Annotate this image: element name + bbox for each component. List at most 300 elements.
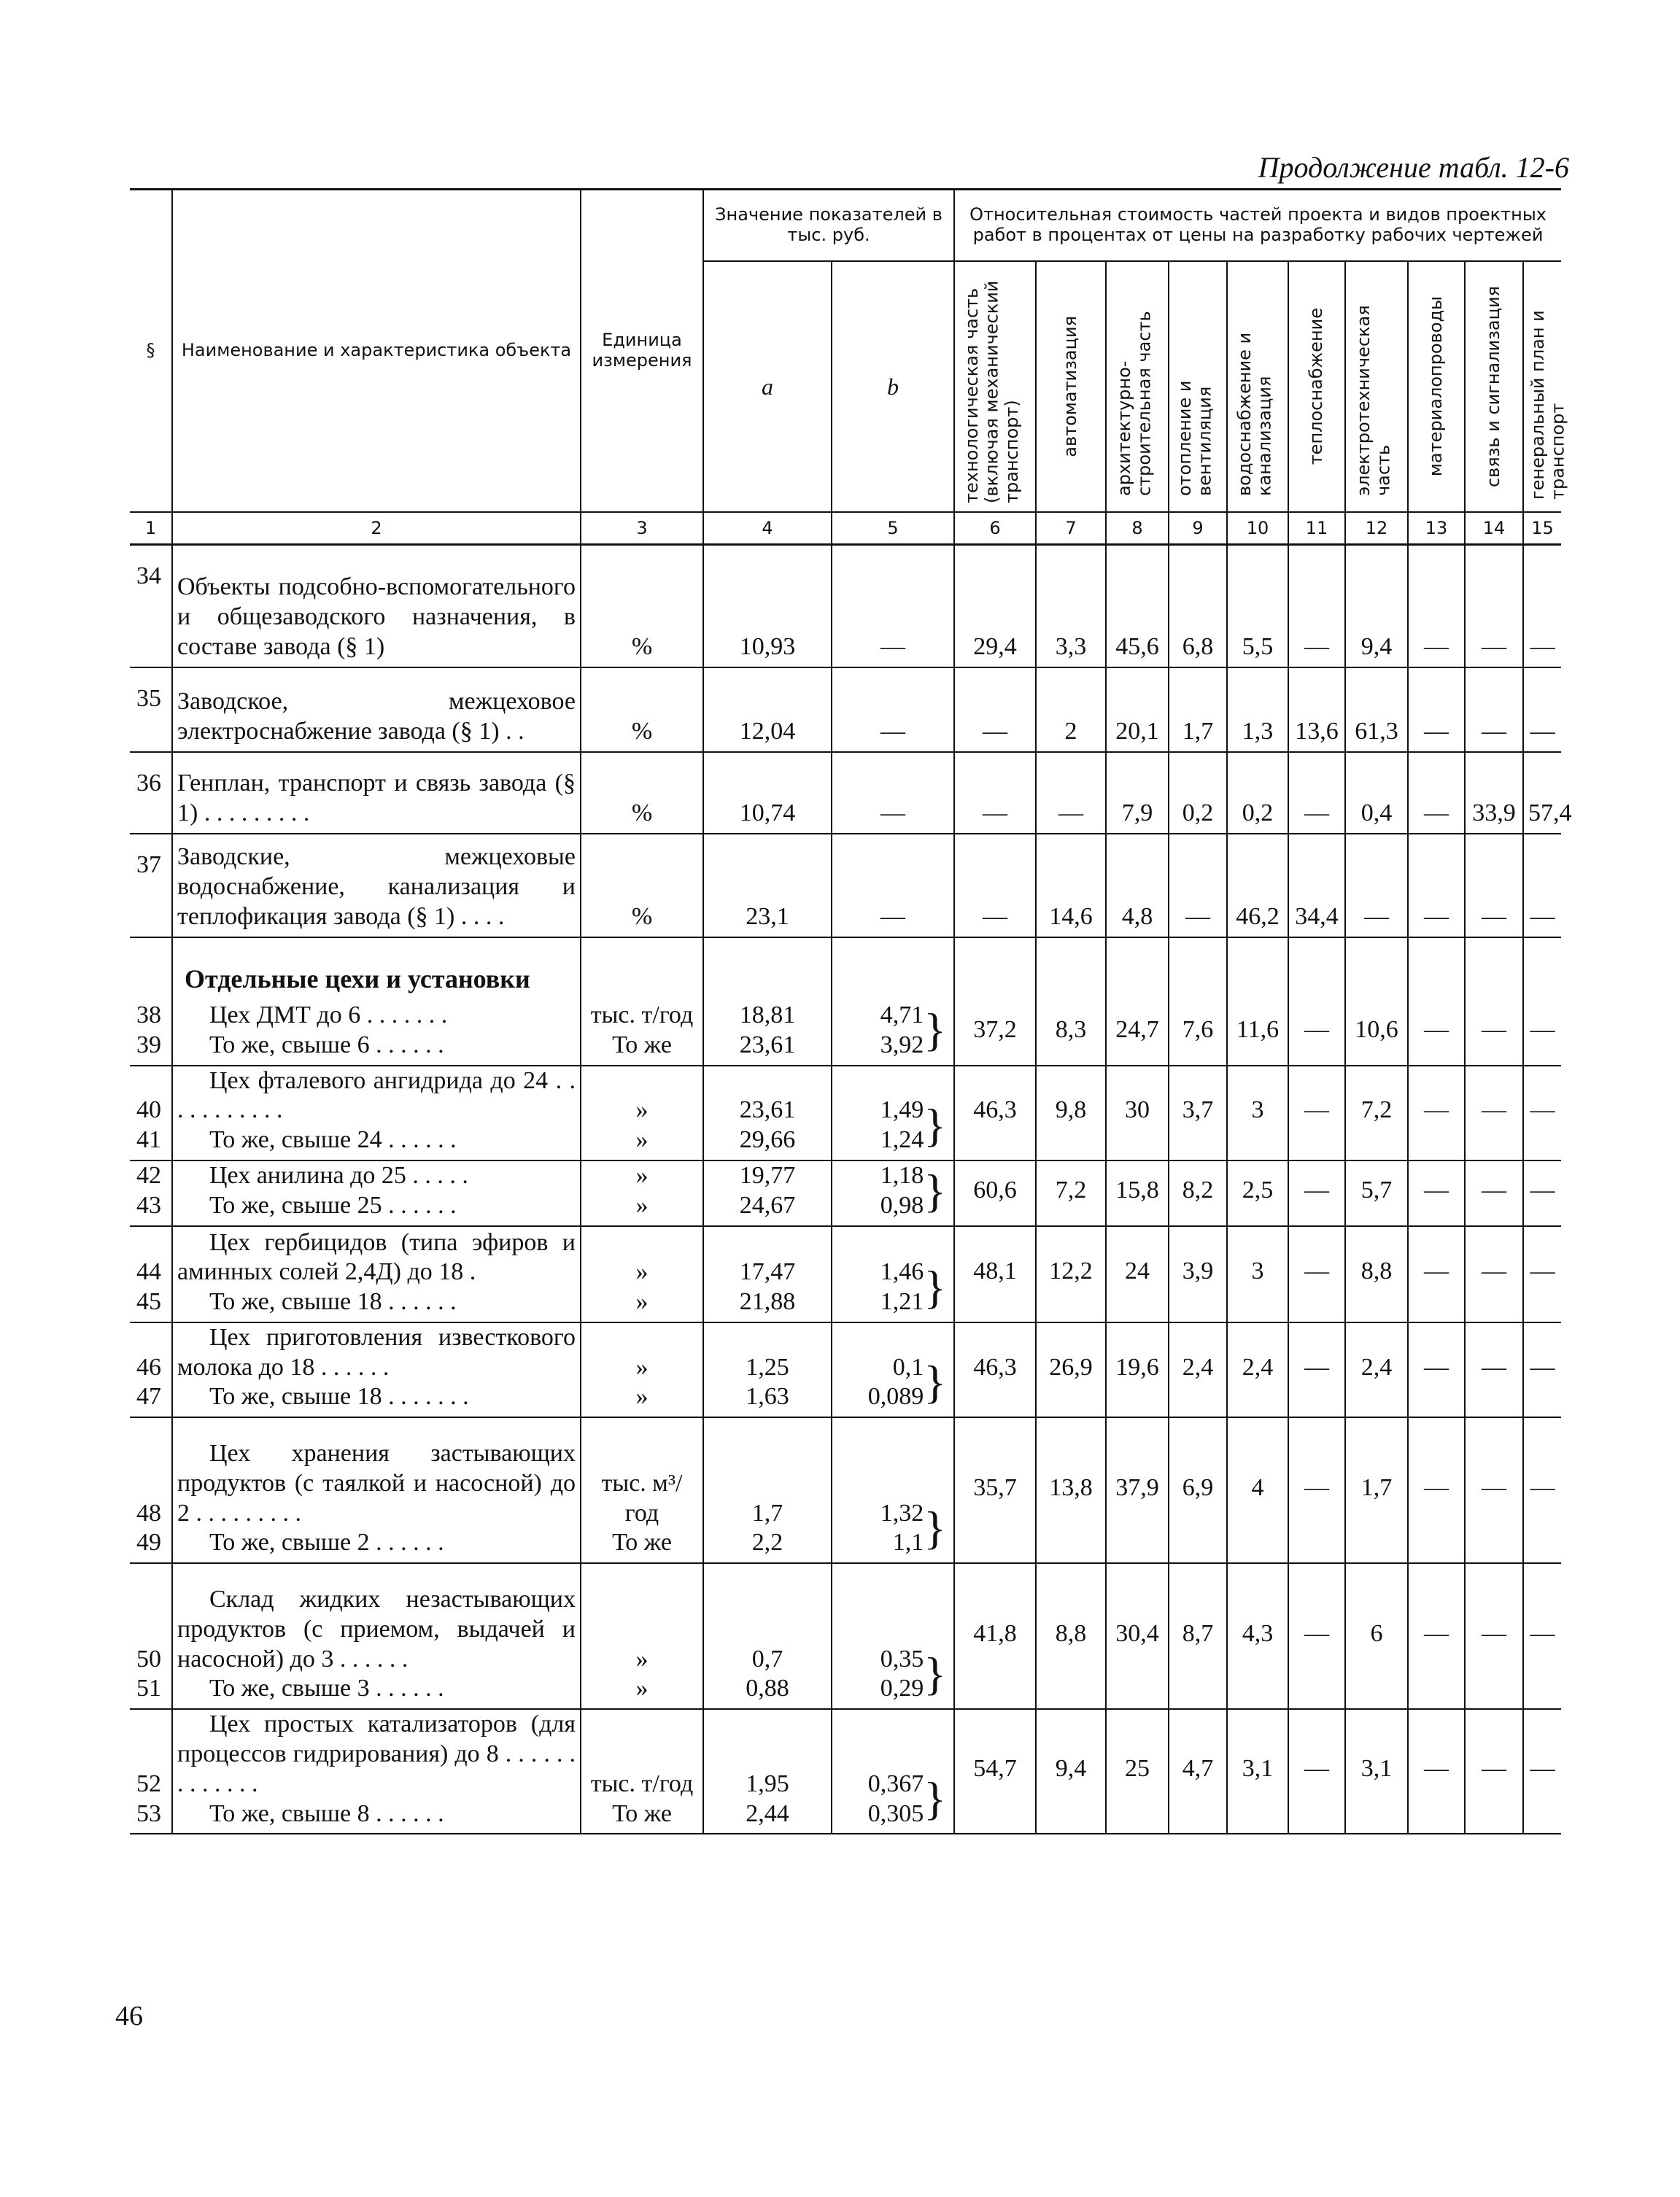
empty-cell (581, 937, 703, 1000)
share-cell (1288, 545, 1345, 667)
share-value: 46,3 (973, 1353, 1017, 1381)
share-value: 8,2 (1182, 1177, 1214, 1204)
share-value: — (1304, 1258, 1329, 1285)
share-value: 4,8 (1121, 902, 1153, 930)
unit-value: тыс. т/год (590, 1001, 694, 1028)
share-cell (1408, 1417, 1465, 1563)
table-row (130, 1322, 1561, 1417)
value-b: — (880, 799, 905, 826)
share-cell (1345, 1066, 1408, 1161)
value-a-cell (703, 1563, 832, 1709)
share-value: — (1482, 632, 1506, 660)
value-b: 1,32 (880, 1499, 924, 1527)
share-value: 13,8 (1049, 1473, 1093, 1501)
share-cell (954, 1709, 1036, 1834)
share-cell (1036, 1226, 1106, 1322)
row-number: 51 (136, 1675, 161, 1702)
unit-value: % (631, 799, 653, 826)
value-a: 23,61 (739, 1031, 796, 1058)
section-title: Отдельные цехи и установки (185, 964, 530, 993)
share-cell (1106, 1066, 1169, 1161)
share-value: — (1482, 1755, 1506, 1783)
share-cell (954, 667, 1036, 752)
share-value: — (983, 717, 1007, 745)
share-value: 1,7 (1360, 1473, 1393, 1501)
share-value: 10,6 (1355, 1015, 1398, 1043)
share-cell (1227, 1709, 1288, 1834)
table-caption: Продолжение табл. 12-6 (1258, 151, 1569, 184)
share-value: 7,9 (1121, 799, 1153, 826)
share-value: — (1530, 1473, 1555, 1501)
share-value: — (1304, 632, 1329, 660)
table-row (130, 1000, 1561, 1066)
object-name: Цех гербицидов (типа эфиров и аминных солей 2,4Д) до 18 . (177, 1228, 576, 1286)
value-a-cell (703, 545, 832, 667)
share-value: 0,2 (1182, 799, 1214, 826)
share-cell (1465, 834, 1523, 937)
part-header: архитектурно-строительная часть (1106, 261, 1169, 512)
object-name-cell (172, 1322, 581, 1417)
table-body (130, 545, 1572, 1834)
share-cell (1227, 834, 1288, 937)
share-value: — (1530, 1096, 1555, 1124)
share-cell (1169, 1066, 1227, 1161)
row-number-cell (130, 667, 172, 752)
share-cell (1408, 1226, 1465, 1322)
share-cell (954, 1226, 1036, 1322)
table-row (130, 545, 1561, 667)
share-cell (1288, 1161, 1345, 1226)
row-number-cell (130, 1563, 172, 1709)
value-a-cell (703, 1322, 832, 1417)
object-name: Цех фталевого ангидрида до 24 . . . . . . . . . . . (177, 1066, 576, 1124)
share-value: 14,6 (1049, 902, 1093, 930)
share-cell (1523, 1709, 1561, 1834)
share-cell (1288, 1000, 1345, 1066)
row-number-cell (130, 1066, 172, 1161)
share-cell (1345, 1563, 1408, 1709)
unit-cell (581, 545, 703, 667)
value-a: 1,95 (746, 1770, 789, 1797)
value-a: 0,7 (751, 1645, 783, 1673)
share-value: 2,4 (1242, 1353, 1274, 1381)
empty-cell (832, 937, 954, 1000)
share-value: 1,3 (1242, 717, 1274, 745)
share-value: 48,1 (973, 1258, 1017, 1285)
share-value: — (1424, 1096, 1449, 1124)
share-cell (1408, 834, 1465, 937)
unit-value: » (635, 1126, 649, 1154)
object-name: Цех простых катализаторов (для процессов гидрирования) до 8 . . . . . . . . . . . . . (177, 1710, 576, 1797)
share-cell (1345, 1161, 1408, 1226)
share-value: — (1530, 1619, 1555, 1647)
share-value: 6 (1370, 1619, 1383, 1647)
object-name: Объекты подсобно-вспомогательного и общезаводского назначения, в составе завода (§ 1) (177, 573, 576, 660)
share-value: 35,7 (973, 1473, 1017, 1501)
object-name-variant: То же, свыше 2 . . . . . . (209, 1529, 444, 1557)
share-value: 6,8 (1182, 632, 1214, 660)
row-number: 43 (136, 1192, 161, 1220)
share-value: — (1530, 717, 1555, 745)
share-cell (1106, 834, 1169, 937)
share-cell (1227, 545, 1288, 667)
unit-cell (581, 1563, 703, 1709)
unit-value: То же (612, 1529, 672, 1557)
column-number-row: 1 2 3 4 5 6 7 8 9 10 11 12 13 14 15 (130, 512, 1561, 545)
share-value: 24,7 (1115, 1015, 1159, 1043)
value-a: 17,47 (739, 1258, 796, 1286)
value-b-cell (832, 1417, 954, 1563)
col-b-header: b (832, 261, 954, 512)
share-cell (1465, 1161, 1523, 1226)
object-name-cell (172, 1563, 581, 1709)
share-value: 26,9 (1049, 1353, 1093, 1381)
share-cell (1523, 1161, 1561, 1226)
value-a: 0,88 (746, 1675, 789, 1702)
unit-cell (581, 1322, 703, 1417)
share-value: 46,3 (973, 1096, 1017, 1124)
row-number-cell (130, 545, 172, 667)
share-value: 11,6 (1236, 1015, 1280, 1043)
share-value: 9,4 (1360, 632, 1393, 660)
share-value: 12,2 (1049, 1258, 1093, 1285)
share-value: 3,1 (1242, 1755, 1274, 1783)
share-cell (1465, 1066, 1523, 1161)
name-header: Наименование и характеристика объекта (172, 190, 581, 513)
unit-value: » (635, 1258, 649, 1286)
value-b: 1,1 (892, 1529, 924, 1557)
value-b: 0,35 (880, 1645, 924, 1673)
value-a: 10,93 (739, 632, 796, 660)
share-cell (1345, 1709, 1408, 1834)
value-a: 23,1 (746, 902, 789, 930)
unit-value: » (635, 1162, 649, 1190)
value-a-cell (703, 834, 832, 937)
empty-cell (1106, 937, 1169, 1000)
unit-cell (581, 834, 703, 937)
value-b: 1,18 (880, 1162, 924, 1190)
share-value: 29,4 (973, 632, 1017, 660)
value-a: 2,44 (746, 1799, 789, 1827)
share-cell (1408, 1563, 1465, 1709)
brace-mark: } (924, 1502, 946, 1554)
object-name-cell (172, 1417, 581, 1563)
share-cell (1288, 667, 1345, 752)
share-cell (1465, 752, 1523, 834)
section-number-cell (130, 937, 172, 1000)
share-value: — (1482, 717, 1506, 745)
value-a: 21,88 (739, 1288, 796, 1316)
value-a: 23,61 (739, 1096, 796, 1124)
value-b-cell (832, 667, 954, 752)
value-b-cell (832, 1066, 954, 1161)
unit-cell (581, 1226, 703, 1322)
share-value: — (1530, 902, 1555, 930)
share-cell (1036, 1563, 1106, 1709)
share-value: — (983, 799, 1007, 826)
value-a: 1,63 (746, 1383, 789, 1411)
part-header: автоматизация (1036, 261, 1106, 512)
share-cell (1465, 545, 1523, 667)
share-value: 57,4 (1528, 799, 1572, 826)
share-cell (1169, 545, 1227, 667)
share-cell (1523, 667, 1561, 752)
share-cell (1465, 1226, 1523, 1322)
row-number: 34 (136, 562, 161, 589)
share-cell (1345, 1000, 1408, 1066)
share-value: 2,5 (1242, 1177, 1274, 1204)
row-number: 36 (136, 769, 161, 797)
share-cell (954, 1161, 1036, 1226)
share-value: 3 (1251, 1258, 1264, 1285)
share-cell (1345, 1322, 1408, 1417)
share-value: — (1482, 1015, 1506, 1043)
share-value: 7,2 (1055, 1177, 1087, 1204)
share-value: — (1304, 1619, 1329, 1647)
value-b: 3,92 (880, 1031, 924, 1058)
value-a: 19,77 (739, 1162, 796, 1190)
share-value: — (1304, 1177, 1329, 1204)
value-a: 12,04 (739, 717, 796, 745)
part-header: водоснабжение и канализация (1227, 261, 1288, 512)
share-value: — (983, 902, 1007, 930)
brace-mark: } (924, 1648, 946, 1700)
share-value: — (1424, 1619, 1449, 1647)
object-name: Цех приготовления известкового молока до 18 . . . . . . (177, 1323, 576, 1381)
share-value: 8,7 (1182, 1619, 1214, 1647)
share-cell (1523, 1563, 1561, 1709)
value-b: 0,367 (867, 1770, 924, 1797)
share-cell (954, 834, 1036, 937)
row-number: 38 (136, 1001, 161, 1028)
share-value: 61,3 (1355, 717, 1398, 745)
share-cell (1345, 1417, 1408, 1563)
unit-cell (581, 752, 703, 834)
share-value: 6,9 (1182, 1473, 1214, 1501)
share-cell (1227, 1066, 1288, 1161)
value-a-cell (703, 667, 832, 752)
value-a: 10,74 (739, 799, 796, 826)
share-cell (954, 1563, 1036, 1709)
share-cell (1227, 1322, 1288, 1417)
unit-cell (581, 1000, 703, 1066)
object-name-variant: То же, свыше 18 . . . . . . (209, 1288, 457, 1316)
share-cell (1106, 1417, 1169, 1563)
value-b-cell (832, 1161, 954, 1226)
share-value: — (1185, 902, 1210, 930)
row-number: 47 (136, 1383, 161, 1411)
share-cell (1169, 1161, 1227, 1226)
share-cell (1106, 667, 1169, 752)
object-name-variant: То же, свыше 8 . . . . . . (209, 1799, 444, 1827)
share-value: 45,6 (1115, 632, 1159, 660)
share-cell (1169, 834, 1227, 937)
row-number: 45 (136, 1288, 161, 1316)
share-cell (954, 1417, 1036, 1563)
share-cell (1227, 752, 1288, 834)
share-cell (1106, 752, 1169, 834)
share-cell (1408, 1161, 1465, 1226)
brace-mark: } (924, 1772, 946, 1825)
row-number-cell (130, 834, 172, 937)
value-b: 1,46 (880, 1258, 924, 1286)
value-b: 0,089 (867, 1383, 924, 1411)
share-cell (1288, 1417, 1345, 1563)
share-value: 15,8 (1115, 1177, 1159, 1204)
share-value: 8,8 (1055, 1619, 1087, 1647)
unit-value: » (635, 1192, 649, 1220)
share-cell (1227, 1161, 1288, 1226)
value-a: 1,7 (751, 1499, 783, 1527)
object-name-cell (172, 545, 581, 667)
unit-cell (581, 1066, 703, 1161)
object-name-variant: То же, свыше 18 . . . . . . . (209, 1383, 469, 1411)
share-value: — (1424, 717, 1449, 745)
share-cell (1345, 1226, 1408, 1322)
share-cell (1465, 1709, 1523, 1834)
row-number-cell (130, 1000, 172, 1066)
share-cell (1036, 1417, 1106, 1563)
value-a-cell (703, 1161, 832, 1226)
share-value: 41,8 (973, 1619, 1017, 1647)
share-value: 3,1 (1360, 1755, 1393, 1783)
part-header: материалопроводы (1408, 261, 1465, 512)
share-value: — (1530, 632, 1555, 660)
brace-mark: } (924, 1356, 946, 1409)
brace-mark: } (924, 1098, 946, 1151)
value-b: 4,71 (880, 1001, 924, 1028)
share-cell (1169, 1000, 1227, 1066)
row-number: 46 (136, 1353, 161, 1381)
share-cell (1036, 1066, 1106, 1161)
share-value: 13,6 (1295, 717, 1339, 745)
value-b-cell (832, 1322, 954, 1417)
share-value: 30 (1125, 1096, 1150, 1124)
object-name-variant: То же, свыше 25 . . . . . . (209, 1192, 457, 1220)
object-name: Склад жидких незастывающих продуктов (с приемом, выдачей и насосной) до 3 . . . . . . (177, 1586, 576, 1673)
share-cell (1465, 1563, 1523, 1709)
share-value: 0,2 (1242, 799, 1274, 826)
object-name-cell (172, 667, 581, 752)
object-name-cell (172, 834, 581, 937)
share-cell (1106, 1709, 1169, 1834)
share-value: 9,8 (1055, 1096, 1087, 1124)
table-row (130, 1417, 1561, 1563)
row-number: 53 (136, 1799, 161, 1827)
unit-cell (581, 1709, 703, 1834)
share-cell (1227, 1226, 1288, 1322)
table-row (130, 834, 1561, 937)
empty-cell (703, 937, 832, 1000)
unit-value: » (635, 1383, 649, 1411)
share-cell (1036, 545, 1106, 667)
share-cell (1345, 667, 1408, 752)
share-cell (1288, 834, 1345, 937)
share-value: 3 (1251, 1096, 1264, 1124)
share-cell (1288, 1226, 1345, 1322)
unit-cell (581, 667, 703, 752)
row-number: 42 (136, 1162, 161, 1190)
share-cell (1106, 1000, 1169, 1066)
value-b: — (880, 632, 905, 660)
value-b-cell (832, 545, 954, 667)
share-value: 5,5 (1242, 632, 1274, 660)
share-cell (1106, 545, 1169, 667)
share-cell (1106, 1563, 1169, 1709)
unit-value: То же (612, 1031, 672, 1058)
row-number: 39 (136, 1031, 161, 1058)
share-value: 2,4 (1360, 1353, 1393, 1381)
share-cell (1169, 667, 1227, 752)
value-a-cell (703, 752, 832, 834)
share-cell (1465, 667, 1523, 752)
object-name: Цех анилина до 25 . . . . . (209, 1162, 468, 1190)
unit-cell (581, 1417, 703, 1563)
object-name-cell (172, 1066, 581, 1161)
share-value: — (1304, 1755, 1329, 1783)
row-number: 40 (136, 1096, 161, 1124)
share-value: — (1424, 902, 1449, 930)
value-a-cell (703, 1417, 832, 1563)
share-value: — (1482, 902, 1506, 930)
table-row (130, 667, 1561, 752)
share-value: 30,4 (1115, 1619, 1159, 1647)
share-cell (1036, 1322, 1106, 1417)
share-value: 24 (1125, 1258, 1150, 1285)
row-number: 37 (136, 850, 161, 878)
object-name-cell (172, 1000, 581, 1066)
share-cell (1408, 752, 1465, 834)
row-number: 35 (136, 684, 161, 712)
share-value: 34,4 (1295, 902, 1339, 930)
share-value: 25 (1125, 1755, 1150, 1783)
unit-value: » (635, 1288, 649, 1316)
row-number: 50 (136, 1645, 161, 1673)
brace-mark: } (924, 1164, 946, 1217)
share-cell (1288, 1563, 1345, 1709)
object-name-cell (172, 1709, 581, 1834)
share-cell (1036, 834, 1106, 937)
share-cell (1408, 667, 1465, 752)
value-a-cell (703, 1066, 832, 1161)
value-b: — (880, 717, 905, 745)
row-number-cell (130, 1322, 172, 1417)
share-value: 4,3 (1242, 1619, 1274, 1647)
part-header: генеральный план и транспорт (1523, 261, 1561, 512)
share-value: — (1424, 1015, 1449, 1043)
table-row (130, 1226, 1561, 1322)
table-row (130, 752, 1561, 834)
share-value: 8,8 (1360, 1258, 1393, 1285)
share-value: — (1424, 1473, 1449, 1501)
share-value: — (1424, 1353, 1449, 1381)
share-cell (1523, 1417, 1561, 1563)
cost-table (130, 188, 1572, 1834)
object-name-cell (172, 1226, 581, 1322)
page-number: 46 (115, 2001, 143, 2031)
brace-mark: } (924, 1260, 946, 1313)
share-cell (1523, 834, 1561, 937)
share-cell (1288, 1066, 1345, 1161)
value-b: 1,49 (880, 1096, 924, 1124)
empty-cell (1408, 937, 1465, 1000)
share-cell (1227, 1417, 1288, 1563)
value-a: 2,2 (751, 1529, 783, 1557)
share-cell (1036, 752, 1106, 834)
value-b: 0,29 (880, 1675, 924, 1702)
share-cell (1036, 1000, 1106, 1066)
unit-value: » (635, 1675, 649, 1702)
